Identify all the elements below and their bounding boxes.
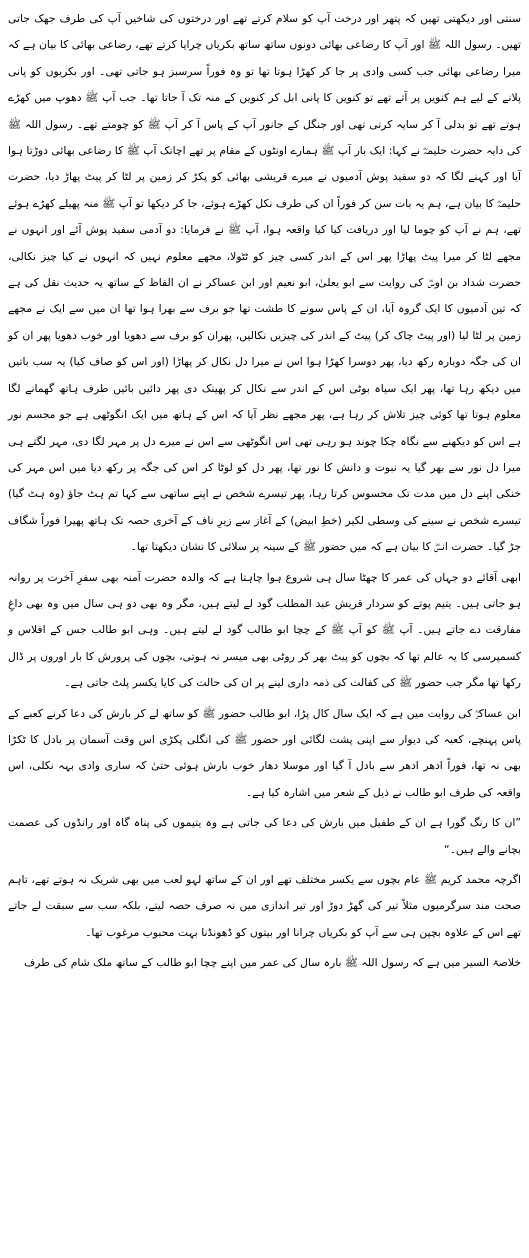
paragraph-syria-journey: خلاصۃ السیر میں ہے کہ رسول اللہ ﷺ بارہ سال کی عمر میں اپنے چچا ابو طالب کے ساتھ ملک شام کی طرف <box>23 956 521 970</box>
paragraph-youth-activities: اگرچہ محمد کریم ﷺ عام بچوں سے یکسر مختلف تھے اور ان کے ساتھ لہو لعب میں بھی شریک نہ ہوتے تھے، تاہم صحت مند سرگرمیوں مثلاً تیر کی گھڑ دوڑ اور تیر اندازی میں نہ صرف حصہ لیتے، بلکہ سب سے سبقت لے جاتے تھے اس کے علاوہ بچپن ہی سے آپ کو بکریاں چرانا اور بیتوں کو ڈھونڈنا بہت محبوب مرغوب تھا۔ <box>8 873 521 939</box>
paragraph-poem-quote: ”ان کا رنگ گورا ہے ان کے طفیل میں بارش کی دعا کی جاتی ہے وہ یتیموں کی پناہ گاہ اور رانڈوں کی عصمت بچانے والے ہیں۔“ <box>8 816 521 856</box>
paragraph-rain-prayer: ابن عساکرؒ کی روایت میں ہے کہ ایک سال کال پڑا، ابو طالب حضور ﷺ کو ساتھ لے کر بارش کی دعا کرنے کعبے کے پاس پہنچے، کعبہ کی دیوار سے اپنی پشت لگائی اور حضور ﷺ کی انگلی پکڑی اس وقت آسمان پر بادل کا ٹکڑا بھی نہ تھا، فوراً ادھر ادھر سے بادل آ گیا اور موسلا دھار خوب بارش ہوئی حتیٰ کہ ساری وادی بہہ نکلی، اس واقعہ کی طرف ابو طالب نے ذیل کے شعر میں اشارہ کیا ہے۔ <box>8 706 521 799</box>
paragraph-childhood-miracles: سنتی اور دیکھتی تھیں کہ پتھر اور درخت آپ کو سلام کرتے تھے اور درختوں کی شاخیں آپ کی طرف جھک جاتی تھیں۔ رسول اللہ ﷺ اور آپ کا رضاعی بھائی دونوں ساتھ ساتھ بکریاں چرایا کرتے تھے، رضاعی بھائی کا بیان ہے کہ میرا رضاعی بھائی جب کسی وادی پر جا کر کھڑا ہوتا تھا تو وہ فوراً سرسبز ہو جاتی تھی۔ اور بکریوں کو پانی پلانے کے لیے ہم کنویں پر آتے تھے تو کنویں کا پانی ابل کر کنویں کے منہ تک آ جاتا تھا۔ جب آپ ﷺ دھوپ میں کھڑے ہوتے تھے تو بدلی آ کر سایہ کرتی تھی اور جنگل کے جانور آپ کے پاس آ کر آپ ﷺ کو چومتے تھے۔ رسول اللہ ﷺ کی دایہ حضرت حلیمہؓ نے کہا: ایک بار آپ ﷺ ہمارے اونٹوں کے مقام پر تھے اچانک آپ ﷺ کا رضاعی بھائی دوڑتا ہوا آیا اور کہنے لگا کہ دو سفید پوش آدمیوں نے میرے قریشی بھائی کو پکڑ کر زمین پر لٹا کر پیٹ پھاڑ دیا، حضرت حلیمہؓ کا بیان ہے، ہم یہ بات سن کر فوراً ان کی طرف نکل کھڑے ہوئے، جا کر دیکھا تو آپ ﷺ منہ پھیلے کھڑے ہوئے تھے، ہم نے آپ کو چوما لیا اور دریافت کیا کیا واقعہ ہوا، آپ ﷺ نے فرمایا: دو آدمی سفید پوش آئے اور انہوں نے مجھے لٹا کر میرا پیٹ پھاڑا پھر اس کے اندر کسی چیز کو ٹٹولا، مجھے معلوم نہیں کہ انہوں نے کیا چیز نکالی، حضرت شداد بن اوسؓ کی روایت سے ابو یعلیٰ، ابو نعیم اور ابن عساکر نے ان الفاظ کے ساتھ یہ حدیث نقل کی ہے کہ تین آدمیوں کا ایک گروہ آیا، ان کے پاس سونے کا طشت تھا جو برف سے بھرا ہوا تھا ان میں سے ایک نے مجھے زمین پر لٹا لیا (اور پیٹ چاک کر) پیٹ کے اندر کی چیزیں نکالیں، پھران کو برف سے دھویا اور خوب دھویا پھر ان کو ان کی جگہ دوبارہ رکھ دیا، پھر دوسرا کھڑا ہوا اس نے میرا دل نکال کر پھاڑا (اور اس کو صاف کیا) یہ سب باتیں میں دیکھ رہا تھا، پھر ایک سیاہ بوٹی اس کے اندر سے نکال کر پھینک دی پھر دائیں بائیں طرف ہاتھ گھمانے لگا معلوم ہوتا تھا کوئی چیز تلاش کر رہا ہے، پھر مجھے نظر آیا کہ اس کے ہاتھ میں ایک انگوٹھی ہے جو مجسم نور ہے اس کو دیکھنے سے نگاہ چکا چوند ہو رہی تھی اس انگوٹھی سے اس نے میرے دل پر مہر لگا دی، مہر لگتے ہی میرا دل نور سے بھر گیا یہ نبوت و دانش کا نور تھا، پھر دل کو لوٹا کر اس کی جگہ پر رکھ دیا میں اس مہر کی خنکی اپنے دل میں مدت تک محسوس کرتا رہا، پھر تیسرے شخص نے اپنے ساتھی سے کہا تم ہٹ جاؤ (وہ ہٹ گیا) تیسرے شخص نے سینے کی وسطی لکیر (خطِ ابیض) کے آغاز سے زیرِ ناف کے آخری حصہ تک ہاتھ پھیرا فوراً شگاف جڑ گیا۔ حضرت انسؓ کا بیان ہے کہ میں حضور ﷺ کے سینہ پر سلائی کا نشان دیکھتا تھا۔ <box>8 12 521 554</box>
paragraph-guardianship: ابھی آقائے دو جہاں کی عمر کا چھٹا سال ہی شروع ہوا چاہتا ہے کہ والدہ حضرت آمنہ بھی سفرِ آخرت پر روانہ ہو جاتی ہیں۔ یتیم پوتے کو سردار قریش عبد المطلب گود لے لیتے ہیں، مگر وہ بھی دو ہی سال میں وہ بھی داغِ مفارقت دے جاتے ہیں۔ آپ ﷺ کو آپ ﷺ کے چچا ابو طالب گود لے لیتے ہیں۔ وہی ابو طالب جس کے افلاس و کسمپرسی کا یہ عالم تھا کہ بچوں کو پیٹ بھر کر روٹی بھی میسر نہ ہوتی، بچوں کی پرورش کا بار اوروں پر ڈال رکھا تھا مگر جب حضور ﷺ کی کفالت کی ذمہ داری لینے پر ان کی حالت کی کایا یکسر پلٹ جاتی ہے۔ <box>8 570 521 690</box>
